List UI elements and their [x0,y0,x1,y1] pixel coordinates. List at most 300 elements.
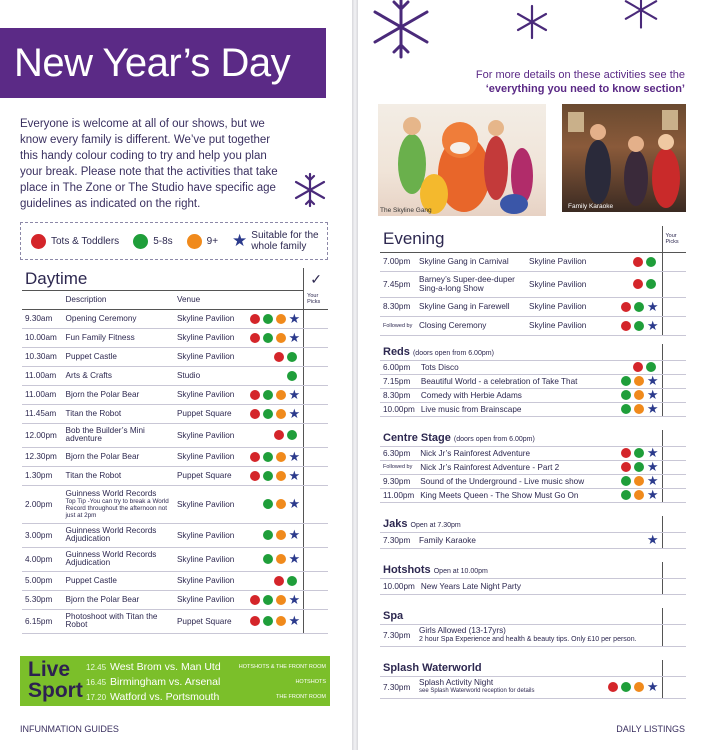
sport-match: Birmingham vs. Arsenal [110,676,221,688]
row-time: 10.00am [22,328,63,347]
row-time: 11.45am [22,404,63,423]
spa-title: Spa [380,608,662,624]
row-time: 11.00am [22,366,63,385]
star-icon: ★ [646,445,659,460]
jaks-title: Jaks Open at 7.30pm [380,516,662,532]
snowflake-icon [368,0,434,60]
red-dot-icon [250,471,260,481]
splash-row [380,676,686,698]
row-time: 6.30pm [380,446,417,460]
sport-match-row [86,690,326,704]
symbols [606,271,662,297]
star-icon: ★ [288,551,301,566]
row-venue: Skyline Pavilion [174,485,245,523]
row-time: 10.00pm [380,402,418,416]
green-dot-icon [621,682,631,692]
row-time: 9.30am [22,309,63,328]
star-icon: ★ [288,467,301,483]
picks-cell[interactable] [304,309,328,328]
green-dot-icon [646,279,656,289]
row-venue: Skyline Pavilion [526,271,606,297]
splash-note: see Splash Waterworld reception for details [419,688,535,694]
picks-cell[interactable] [662,402,686,416]
row-time: 6.00pm [380,360,418,374]
green-dot-icon [634,302,644,312]
table-row [22,571,328,590]
row-time: 5.30pm [22,590,63,609]
green-dot-icon [287,352,297,362]
live-sport-box [20,656,330,706]
evening-col-picks: Your Picks [662,226,686,252]
green-dot-icon [634,321,644,331]
daytime-table [22,268,328,634]
legend-orange-label: 9+ [206,235,219,247]
orange-dot-icon [634,682,644,692]
row-description-cell [63,547,174,571]
green-dot-icon [621,376,631,386]
symbols [618,402,662,416]
row-description: Guinness World Records Adjudication [65,550,157,567]
row-description: Nick Jr’s Rainforest Adventure - Part 2 [417,460,617,474]
spa-desc: Girls Allowed (13-17yrs) [419,626,506,635]
table-row [22,347,328,366]
spa-table [380,608,686,647]
hotshots-desc: New Years Late Night Party [418,578,618,594]
star-icon: ★ [646,487,659,502]
row-time: 7.15pm [380,374,418,388]
more-details-line2: ‘everything you need to know section’ [485,83,685,95]
row-venue: Skyline Pavilion [174,385,245,404]
row-description: Live music from Brainscape [418,402,618,416]
orange-dot-icon [634,404,644,414]
green-dot-icon [646,362,656,372]
row-description-cell [63,485,174,523]
green-dot-icon [621,404,631,414]
hotshots-title: Hotshots Open at 10.00pm [380,562,662,578]
picks-cell[interactable] [304,366,328,385]
sport-time: 17.20 [86,692,107,702]
star-icon: ★ [646,532,659,547]
symbols [618,360,662,374]
star-icon: ★ [288,613,301,628]
row-venue: Puppet Square [174,466,245,485]
sport-time: 16.45 [86,677,107,687]
row-description-cell [63,590,174,609]
table-row [380,388,686,402]
row-time: 8.30pm [380,388,418,402]
orange-dot-icon [276,452,286,462]
hotshots-table [380,562,686,595]
row-description: Closing Ceremony [416,316,526,335]
splash-desc: Splash Activity Night [419,678,494,687]
star-icon: ★ [646,387,659,402]
row-time: 4.00pm [22,547,63,571]
picks-cell[interactable] [662,488,686,502]
skyline-gang-photo [378,104,546,216]
jaks-sub: Open at 7.30pm [410,521,461,529]
centre-title: Centre Stage (doors open from 6.00pm) [380,430,662,446]
picks-cell[interactable] [662,271,686,297]
green-dot-icon [634,462,644,472]
green-dot-icon [263,471,273,481]
picks-cell[interactable] [662,460,686,474]
left-page [0,0,352,750]
table-row [380,402,686,416]
family-karaoke-photo [562,104,686,212]
red-dot-icon [621,448,631,458]
legend-star-label: Suitable for the whole family [251,230,319,252]
red-dot-icon [621,321,631,331]
table-row [22,385,328,404]
row-note: Top Tip -You can try to break a World Record throughout the afternoon not just at 2pm [65,497,169,519]
symbols [245,309,304,328]
green-dot-icon [133,234,148,249]
table-row [380,374,686,388]
row-time: 5.00pm [22,571,63,590]
orange-dot-icon [276,595,286,605]
splash-title: Splash Waterworld [380,660,662,676]
footer-right: DAILY LISTINGS [616,724,685,734]
symbols [245,590,304,609]
red-dot-icon [250,595,260,605]
row-description: Fun Family Fitness [65,332,135,342]
picks-cell[interactable] [662,360,686,374]
sport-match-row [86,675,326,689]
row-venue: Skyline Pavilion [174,309,245,328]
picks-cell[interactable] [304,328,328,347]
star-icon: ★ [288,448,301,464]
row-description-cell [63,404,174,423]
red-dot-icon [274,576,284,586]
symbols [245,571,304,590]
photo-caption-skyline: The Skyline Gang [380,207,432,214]
row-description: Barney’s Super-dee-duper Sing-a-long Show [416,271,526,297]
row-description-cell [63,523,174,547]
red-dot-icon [250,333,260,343]
row-time: 11.00am [22,385,63,404]
picks-cell[interactable] [304,385,328,404]
green-dot-icon [263,499,273,509]
row-venue: Skyline Pavilion [174,547,245,571]
table-row [22,366,328,385]
sport-match: Watford vs. Portsmouth [110,691,220,703]
red-dot-icon [608,682,618,692]
hotshots-row [380,578,686,594]
red-dot-icon [250,314,260,324]
table-row [22,466,328,485]
star-icon: ★ [288,405,301,421]
row-venue: Puppet Square [174,609,245,633]
picks-cell[interactable] [662,446,686,460]
row-time: 12.00pm [22,423,63,447]
orange-dot-icon [634,376,644,386]
picks-cell[interactable] [304,347,328,366]
row-time: 12.30pm [22,447,63,466]
green-dot-icon [263,452,273,462]
row-description: King Meets Queen - The Show Must Go On [417,488,617,502]
splash-time: 7.30pm [380,676,416,698]
table-row [22,309,328,328]
picks-cell[interactable] [662,474,686,488]
green-dot-icon [263,409,273,419]
green-dot-icon [287,371,297,381]
row-time: 8.30pm [380,297,416,316]
symbols [245,385,304,404]
row-time: 7.45pm [380,271,416,297]
evening-title: Evening [380,226,606,252]
picks-cell[interactable] [304,609,328,633]
row-time: Followed by [380,460,417,474]
symbols [618,374,662,388]
row-description: Titan the Robot [65,408,122,418]
legend-green-label: 5-8s [153,235,173,247]
symbols [245,466,304,485]
row-description-cell [63,571,174,590]
row-time: 6.15pm [22,609,63,633]
symbols [606,297,662,316]
row-venue: Puppet Square [174,404,245,423]
red-dot-icon [274,352,284,362]
row-description: Guinness World Records Adjudication [65,526,157,543]
picks-cell[interactable] [662,388,686,402]
table-row [22,523,328,547]
row-description: Tots Disco [418,360,618,374]
star-icon: ★ [288,386,301,402]
table-row [380,360,686,374]
row-time: 2.00pm [22,485,63,523]
snowflake-icon [514,4,550,40]
jaks-table [380,516,686,549]
footer-left: INFUNMATION GUIDES [20,724,119,734]
row-description: Photoshoot with Titan the Robot [65,612,158,629]
row-description-cell [63,447,174,466]
row-description-cell [63,366,174,385]
col-description: Description [63,290,174,309]
row-description: Bjorn the Polar Bear [65,451,140,461]
row-time: 10.30am [22,347,63,366]
star-icon: ★ [288,527,301,542]
picks-cell[interactable] [662,297,686,316]
star-icon: ★ [646,317,659,333]
red-dot-icon [633,362,643,372]
live-sport-title: Live Sport [28,658,83,702]
orange-dot-icon [634,390,644,400]
row-description: Bjorn the Polar Bear [65,594,140,604]
row-time: 7.00pm [380,252,416,271]
daytime-title: Daytime [22,268,245,290]
orange-dot-icon [276,409,286,419]
symbols [245,328,304,347]
sport-venue: THE FRONT ROOM [275,694,326,700]
centre-stage-table [380,430,686,503]
picks-cell[interactable] [304,447,328,466]
spa-row [380,624,686,646]
table-row [22,447,328,466]
row-venue: Skyline Pavilion [174,423,245,447]
table-row [380,446,686,460]
orange-dot-icon [276,554,286,564]
spa-note: 2 hour Spa Experience and health & beauty tips. Only £10 per person. [419,636,637,643]
table-row [380,460,686,474]
red-dot-icon [31,234,46,249]
row-time: 1.30pm [22,466,63,485]
symbols [617,474,662,488]
row-venue: Skyline Pavilion [174,328,245,347]
photo-caption-karaoke: Family Karaoke [568,203,614,210]
check-mark: ✓ [304,268,328,290]
row-description: Arts & Crafts [65,370,112,380]
row-time: Followed by [380,316,416,335]
green-dot-icon [263,333,273,343]
symbols [245,547,304,571]
red-dot-icon [633,279,643,289]
row-venue: Skyline Pavilion [526,316,606,335]
snowflake-icon [292,172,328,208]
symbols [245,404,304,423]
orange-dot-icon [276,616,286,626]
picks-cell[interactable] [304,547,328,571]
picks-cell[interactable] [304,523,328,547]
row-venue: Skyline Pavilion [174,523,245,547]
spa-desc-cell [416,624,662,646]
picks-cell[interactable] [304,571,328,590]
row-description: Skyline Gang in Carnival [416,252,526,271]
red-dot-icon [633,257,643,267]
picks-cell[interactable] [304,466,328,485]
star-icon: ★ [288,496,301,511]
star-icon: ★ [646,473,659,488]
symbols [617,446,662,460]
row-description: Bjorn the Polar Bear [65,389,140,399]
green-dot-icon [263,595,273,605]
green-dot-icon [263,530,273,540]
row-description: Bob the Builder’s Mini adventure [65,426,145,443]
star-icon: ★ [288,329,301,345]
more-details-note [476,68,685,96]
row-venue: Skyline Pavilion [174,447,245,466]
table-row [22,485,328,523]
orange-dot-icon [634,476,644,486]
green-dot-icon [646,257,656,267]
evening-table [380,226,686,336]
green-dot-icon [634,448,644,458]
star-icon: ★ [232,231,248,250]
picks-cell[interactable] [304,423,328,447]
orange-dot-icon [187,234,202,249]
table-row [22,547,328,571]
orange-dot-icon [276,390,286,400]
table-row [380,271,686,297]
green-dot-icon [287,430,297,440]
symbols [245,523,304,547]
more-details-line1: For more details on these activities see the [475,69,685,81]
intro-text: Everyone is welcome at all of our shows, but we know every family is different. We’ve put together this handy colour coding to try and help you plan your break. Please note that the activities that take place in The Zone or The Studio have specific age guidelines as indicated on the right. [20,118,278,210]
table-row [380,488,686,502]
row-description: Nick Jr’s Rainforest Adventure [417,446,617,460]
green-dot-icon [621,390,631,400]
jaks-row [380,532,686,548]
table-row [380,316,686,335]
red-dot-icon [250,616,260,626]
symbols [245,447,304,466]
star-icon: ★ [646,373,659,388]
snowflake-icon [616,0,666,30]
sport-venue: HOTSHOTS [295,679,326,685]
orange-dot-icon [276,333,286,343]
hotshots-sub: Open at 10.00pm [433,567,488,575]
star-icon: ★ [646,401,659,416]
picks-cell[interactable] [662,316,686,335]
sport-venue: HOTSHOTS & THE FRONT ROOM [238,664,326,670]
symbols [618,388,662,402]
row-venue: Skyline Pavilion [526,297,606,316]
table-row [22,423,328,447]
row-description-cell [63,328,174,347]
reds-title: Reds (doors open from 6.00pm) [380,344,662,360]
orange-dot-icon [276,314,286,324]
row-description-cell [63,347,174,366]
row-description: Beautiful World - a celebration of Take That [418,374,618,388]
green-dot-icon [287,576,297,586]
orange-dot-icon [276,499,286,509]
symbols [617,488,662,502]
table-row [380,474,686,488]
picks-cell[interactable] [662,252,686,271]
red-dot-icon [250,409,260,419]
legend-red-label: Tots & Toddlers [51,235,120,247]
orange-dot-icon [276,530,286,540]
red-dot-icon [274,430,284,440]
row-venue: Skyline Pavilion [174,590,245,609]
row-description-cell [63,385,174,404]
symbols [606,316,662,335]
sport-match: West Brom vs. Man Utd [110,661,221,673]
symbols [606,252,662,271]
row-description-cell [63,309,174,328]
picks-cell[interactable] [304,404,328,423]
jaks-time: 7.30pm [380,532,416,548]
row-venue: Skyline Pavilion [174,571,245,590]
star-icon: ★ [288,310,301,326]
page-title: New Year’s Day [0,28,326,98]
row-time: 11.00pm [380,488,417,502]
red-dot-icon [250,390,260,400]
star-icon: ★ [646,298,659,314]
row-time: 9.30pm [380,474,417,488]
symbols [245,366,304,385]
row-description: Opening Ceremony [65,313,137,323]
table-row [22,328,328,347]
hotshots-time: 10.00pm [380,578,418,594]
symbols [245,347,304,366]
orange-dot-icon [276,471,286,481]
symbols [245,485,304,523]
table-row [22,404,328,423]
green-dot-icon [263,314,273,324]
spa-time: 7.30pm [380,624,416,646]
sport-time: 12.45 [86,662,107,672]
picks-cell[interactable] [304,590,328,609]
picks-cell[interactable] [662,374,686,388]
green-dot-icon [263,390,273,400]
green-dot-icon [621,490,631,500]
row-description: Puppet Castle [65,351,117,361]
row-description: Puppet Castle [65,575,117,585]
green-dot-icon [263,554,273,564]
picks-cell[interactable] [304,485,328,523]
row-venue: Studio [174,366,245,385]
orange-dot-icon [634,490,644,500]
